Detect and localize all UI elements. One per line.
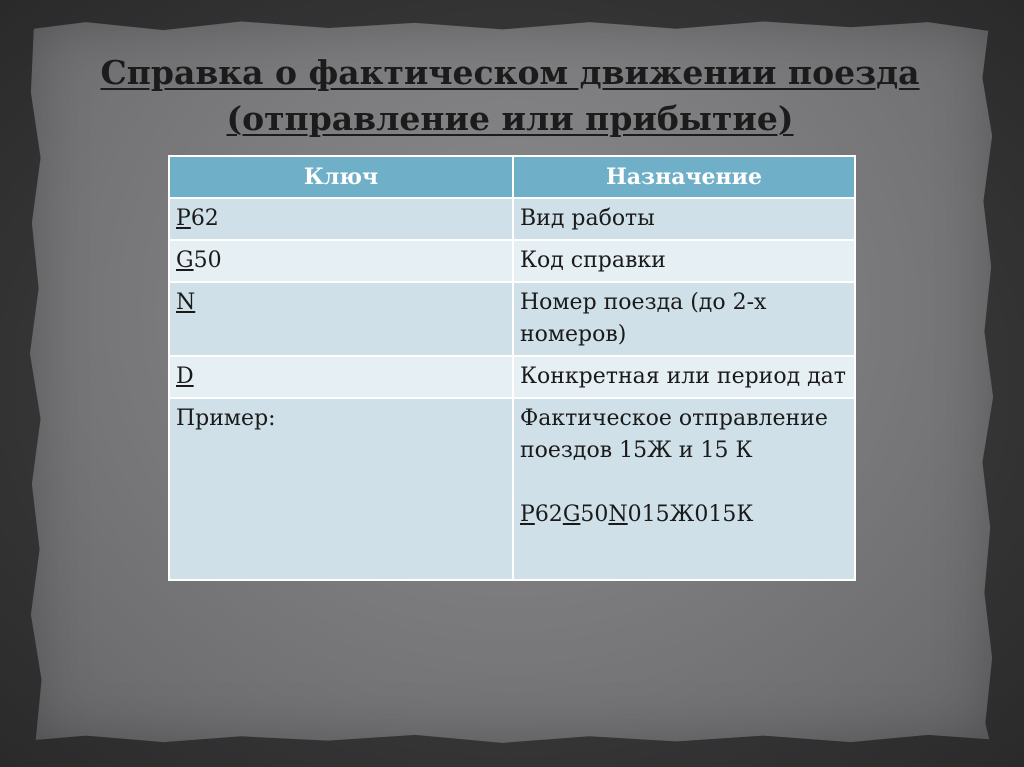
example-code-g: G — [562, 502, 581, 527]
slide-title — [60, 50, 960, 142]
slide-title-line-1: Справка о фактическом движении поезда — [100, 53, 920, 92]
example-code-p-rest: 62 — [534, 502, 563, 527]
key-letter: D — [176, 364, 194, 389]
key-cell — [169, 356, 513, 398]
example-row — [169, 398, 855, 580]
example-content-cell — [513, 398, 855, 580]
header-purpose: Назначение — [513, 156, 855, 198]
example-code-n: N — [608, 502, 628, 527]
key-cell — [169, 240, 513, 282]
table-row — [169, 198, 855, 240]
key-suffix: 50 — [193, 248, 222, 273]
key-cell — [169, 198, 513, 240]
example-code-n-rest: 015Ж015К — [627, 502, 754, 527]
purpose-cell: Код справки — [513, 240, 855, 282]
table-row — [169, 282, 855, 356]
slide-title-line-2: (отправление или прибытие) — [226, 99, 794, 138]
example-code-p: P — [520, 502, 535, 527]
purpose-cell: Конкретная или период дат — [513, 356, 855, 398]
example-spacer — [520, 467, 848, 499]
example-code — [520, 502, 753, 527]
purpose-cell: Вид работы — [513, 198, 855, 240]
table-row — [169, 356, 855, 398]
key-letter: N — [176, 290, 196, 315]
example-code-g-rest: 50 — [580, 502, 609, 527]
key-letter: P — [176, 206, 191, 231]
key-cell — [169, 282, 513, 356]
example-description: Фактическое отправление поездов 15Ж и 15 К — [520, 406, 828, 463]
table-row — [169, 240, 855, 282]
header-key: Ключ — [169, 156, 513, 198]
example-label-cell: Пример: — [169, 398, 513, 580]
purpose-cell: Номер поезда (до 2-х номеров) — [513, 282, 855, 356]
key-suffix: 62 — [190, 206, 219, 231]
keys-table — [168, 155, 856, 581]
key-letter: G — [176, 248, 194, 273]
table-header-row — [169, 156, 855, 198]
